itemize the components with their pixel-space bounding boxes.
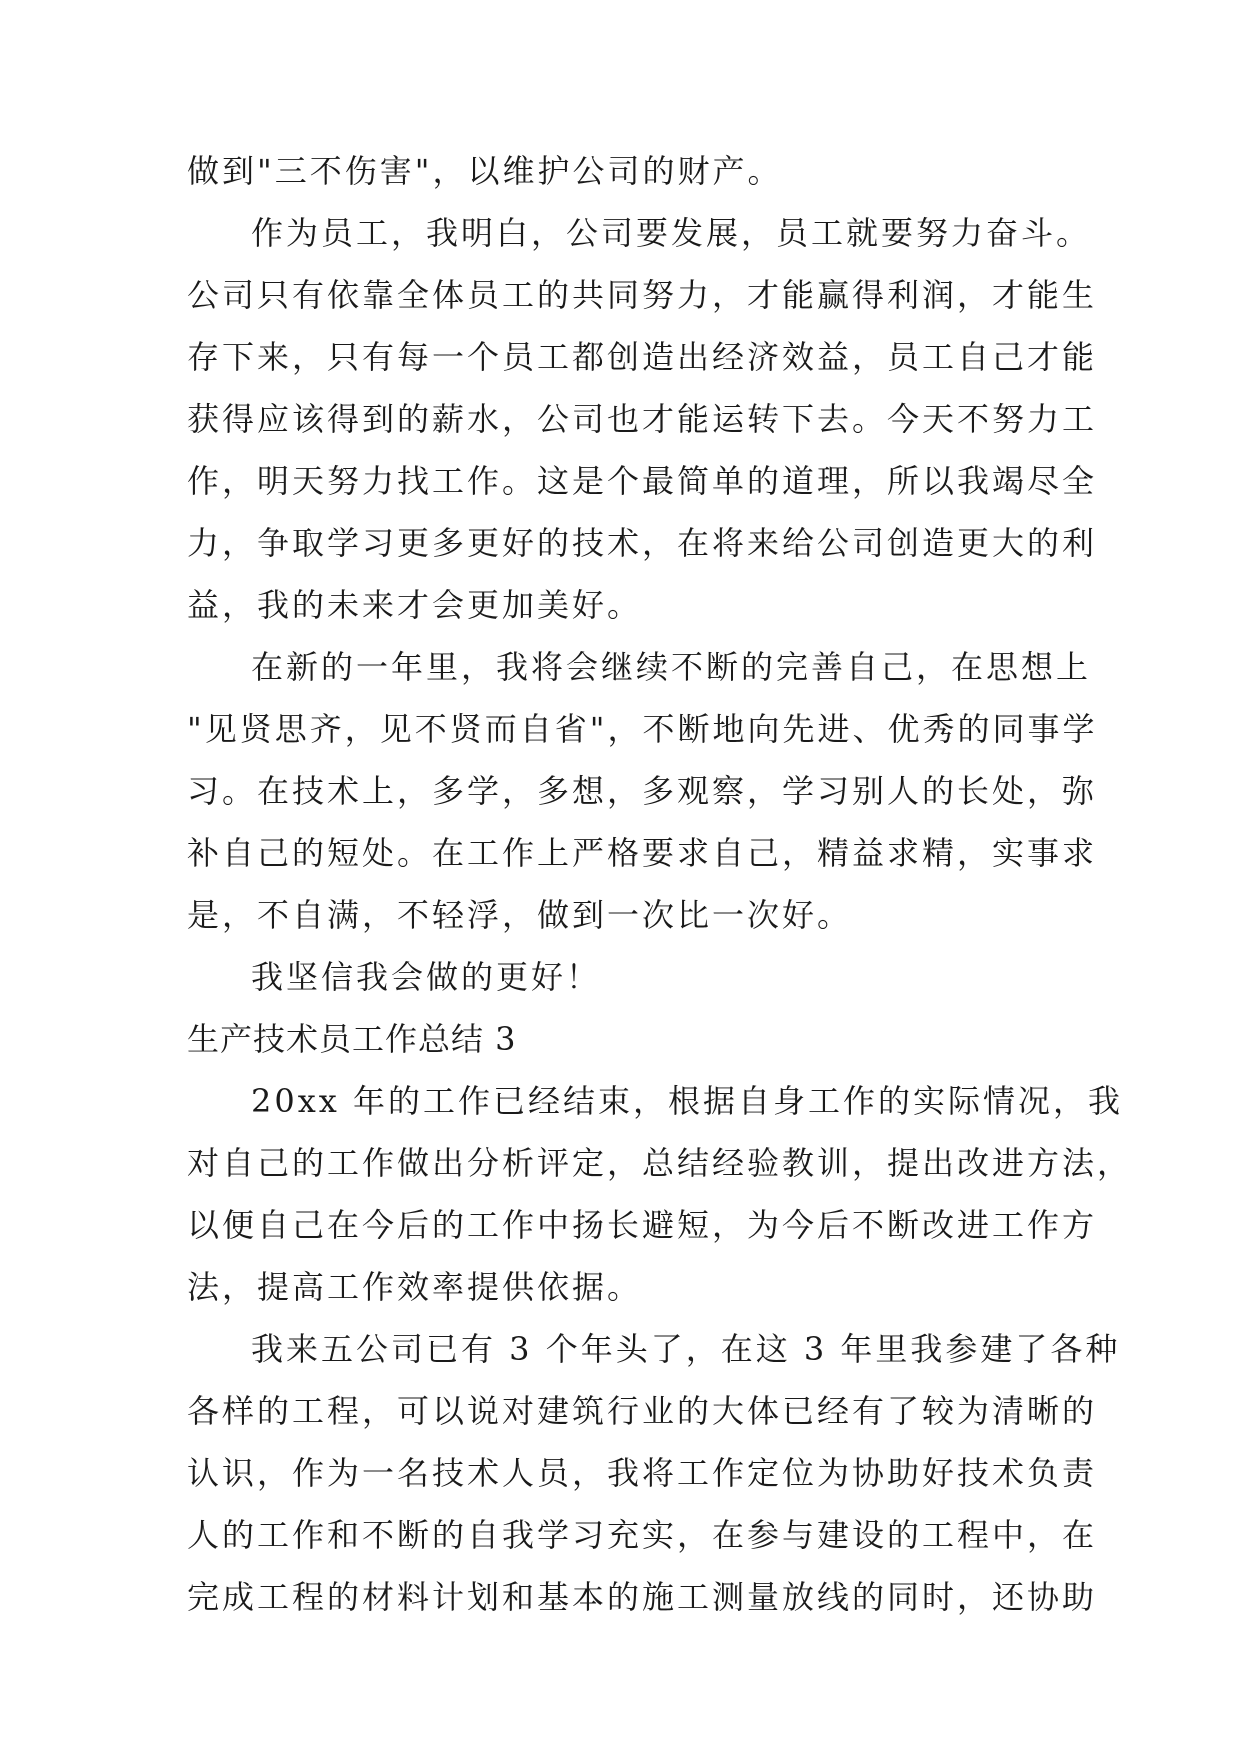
text-line: 获得应该得到的薪水，公司也才能运转下去。今天不努力工 <box>187 400 1098 438</box>
text-line: 法，提高工作效率提供依据。 <box>187 1268 643 1306</box>
text-line: 以便自己在今后的工作中扬长避短，为今后不断改进工作方 <box>187 1206 1098 1244</box>
paragraph-start-line: 在新的一年里，我将会继续不断的完善自己，在思想上 <box>251 648 1092 686</box>
text-line: 补自己的短处。在工作上严格要求自己，精益求精，实事求 <box>187 834 1098 872</box>
text-line: 对自己的工作做出分析评定，总结经验教训，提出改进方法， <box>187 1144 1133 1182</box>
text-line: 做到"三不伤害"，以维护公司的财产。 <box>187 152 783 190</box>
document-body <box>187 140 1133 1628</box>
paragraph-start-line: 作为员工，我明白，公司要发展，员工就要努力奋斗。 <box>251 214 1092 252</box>
text-line: 各样的工程，可以说对建筑行业的大体已经有了较为清晰的 <box>187 1392 1098 1430</box>
text-line: 公司只有依靠全体员工的共同努力，才能赢得利润，才能生 <box>187 276 1098 314</box>
text-line: 益，我的未来才会更加美好。 <box>187 586 643 624</box>
text-line: 习。在技术上，多学，多想，多观察，学习别人的长处，弥 <box>187 772 1098 810</box>
text-line: 是，不自满，不轻浮，做到一次比一次好。 <box>187 896 853 934</box>
text-line: "见贤思齐，见不贤而自省"，不断地向先进、优秀的同事学 <box>187 710 1098 748</box>
text-line: 认识，作为一名技术人员，我将工作定位为协助好技术负责 <box>187 1454 1098 1492</box>
paragraph-start-line: 我坚信我会做的更好！ <box>251 958 602 996</box>
text-line: 完成工程的材料计划和基本的施工测量放线的同时，还协助 <box>187 1578 1098 1616</box>
text-line: 人的工作和不断的自我学习充实，在参与建设的工程中，在 <box>187 1516 1098 1554</box>
section-heading: 生产技术员工作总结 3 <box>187 1020 517 1058</box>
paragraph-start-line: 我来五公司已有 3 个年头了，在这 3 年里我参建了各种 <box>251 1330 1121 1368</box>
text-line: 存下来，只有每一个员工都创造出经济效益，员工自己才能 <box>187 338 1098 376</box>
text-line: 作，明天努力找工作。这是个最简单的道理，所以我竭尽全 <box>187 462 1098 500</box>
paragraph-start-line: 20xx 年的工作已经结束，根据自身工作的实际情况，我 <box>251 1082 1123 1120</box>
text-line: 力，争取学习更多更好的技术，在将来给公司创造更大的利 <box>187 524 1098 562</box>
